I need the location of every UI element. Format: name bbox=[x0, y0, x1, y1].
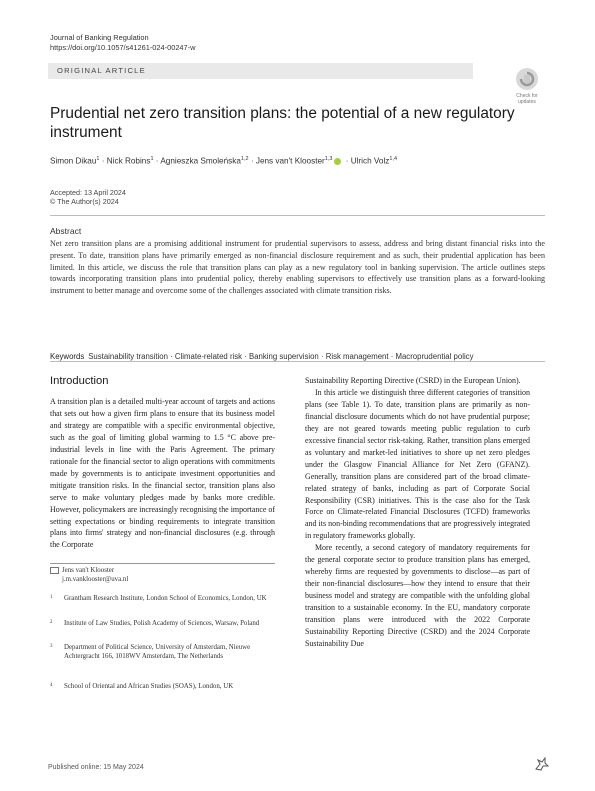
affiliation bbox=[50, 594, 275, 603]
article-type-label: ORIGINAL ARTICLE bbox=[57, 66, 146, 75]
check-for-updates-icon[interactable] bbox=[510, 66, 544, 104]
divider bbox=[50, 361, 545, 362]
footnote-divider bbox=[50, 563, 275, 564]
abstract-heading: Abstract bbox=[50, 226, 82, 236]
copyright: © The Author(s) 2024 bbox=[50, 197, 119, 206]
author-list: Simon Dikau$^1$ · Nick Robins$^1$ · Agnieszka Smoleńska$^{1,2}$ · Jens van't Klooster$^{1,3}$ · Ulrich Volz$^{1,4}$ bbox=[50, 156, 398, 166]
accepted-date: Accepted: 13 April 2024 bbox=[50, 188, 126, 197]
author-name[interactable]: Jens van't Klooster bbox=[255, 156, 325, 166]
affil-text: School of Oriental and African Studies (SOAS), London, UK bbox=[64, 683, 234, 690]
affil-num: 3 bbox=[50, 644, 53, 649]
right-column bbox=[305, 375, 530, 650]
author-affil: 1,3 bbox=[324, 156, 333, 162]
paragraph: A transition plan is a detailed multi-year account of targets and actions that sets out how a given firm plans to ensure that its business model and strategy are compatible with a specific environmental objective, such as the goal of limiting global warming to 1.5 °C above pre-industrial levels in line with the Paris Agreement. The primary rationale for the financial sector to align operations with commitments made by governments is to anticipate investment opportunities and mitigate transition risks. In the financial sector, transition plans also serve to make voluntary pledges made by banks more credible. However, policymakers are increasingly recognising the importance of setting expectations or binding requirements to integrate transition plans into firms' strategy and non-financial disclosures (e.g. through the Corporate bbox=[50, 397, 275, 550]
keywords-text: Sustainability transition · Climate-related risk · Banking supervision · Risk management · Macroprudential policy bbox=[88, 352, 474, 361]
affil-text: Department of Political Science, University of Amsterdam, Nieuwe Achtergracht 166, 1018WV Amsterdam, The Netherlands bbox=[64, 644, 251, 661]
divider bbox=[50, 215, 545, 216]
contact-email[interactable]: j.m.vanklooster@uva.nl bbox=[62, 576, 129, 584]
contact-footnote bbox=[50, 566, 275, 585]
affiliation bbox=[50, 619, 275, 628]
author-name[interactable]: Ulrich Volz bbox=[350, 156, 390, 166]
doi-link[interactable]: https://doi.org/10.1057/s41261-024-00247-w bbox=[50, 43, 196, 52]
author-affil: 1 bbox=[96, 156, 100, 162]
journal-name: Journal of Banking Regulation bbox=[50, 33, 149, 42]
affil-num: 1 bbox=[50, 595, 53, 600]
keywords-label: Keywords bbox=[50, 352, 85, 361]
author-affil: 1,2 bbox=[240, 156, 249, 162]
article-title: Prudential net zero transition plans: the potential of a new regulatory instrument bbox=[50, 105, 515, 141]
affil-text: Institute of Law Studies, Polish Academy of Sciences, Warsaw, Poland bbox=[64, 620, 260, 627]
orcid-icon[interactable] bbox=[334, 158, 341, 165]
paragraph: More recently, a second category of mandatory requirements for the general corporate sector to produce transition plans has emerged, whereby firms are requested by governments to disclose—as part of their non-financial disclosures—how they intend to ensure that their business model and strategy are compatible with the unfolding global transition to a sustainable economy. In the EU, mandatory corporate transition plans were introduced with the 2022 Corporate Sustainability Reporting Directive (CSRD) and the 2024 Corporate Sustainability Due bbox=[305, 543, 530, 648]
author-affil: 1 bbox=[150, 156, 154, 162]
envelope-icon bbox=[50, 567, 59, 574]
affil-num: 4 bbox=[50, 683, 53, 688]
author-name[interactable]: Agnieszka Smoleńska bbox=[160, 156, 241, 166]
author-name[interactable]: Simon Dikau bbox=[50, 156, 97, 166]
author-name[interactable]: Nick Robins bbox=[106, 156, 151, 166]
affiliation bbox=[50, 643, 275, 662]
affil-num: 2 bbox=[50, 620, 53, 625]
paragraph: In this article we distinguish three different categories of transition plans (see Table 1). To date, transition plans are primarily as non-financial disclosure documents which do not have prudential purpose; they are not geared towards meeting public regulation to curb excessive financial sector risk-taking. Rather, transition plans emerged as voluntary and market-led initiatives to shore up net zero pledges under the Glasgow Financial Alliance for Net Zero (GFANZ). Generally, transition plans are considered part of the broad climate-related strategy of banks, including as part of Corporate Social Responsibility (CSR) initiatives. This is the case also for the Task Force on Climate-related Financial Disclosures (TCFD) frameworks and its non-binding recommendations that are progressively integrated in regulatory frameworks globally. bbox=[305, 387, 530, 541]
publication-date: Published online: 15 May 2024 bbox=[48, 764, 144, 771]
abstract-text: Net zero transition plans are a promising additional instrument for prudential supervisors to assess, address and bring distant financial risks into the present. To date, transition plans have primarily emerged as non-financial disclosure requirement and as such, their prudential application has been limited. In this article, we discuss the role that transition plans can play as a new regulatory tool in banking supervision. The article outlines steps towards incorporating transition plans into prudential policy, thereby enabling supervisors to effectively use transition plans as a forward-looking instrument to better manage and overcome some of the challenges associated with climate transition risks. bbox=[50, 239, 545, 296]
check-label-1: Check for bbox=[516, 93, 538, 99]
affil-text: Grantham Research Institute, London School of Economics, London, UK bbox=[64, 595, 267, 602]
article-type-banner bbox=[48, 63, 473, 79]
author-affil: 1,4 bbox=[389, 156, 398, 162]
section-heading: Introduction bbox=[50, 375, 109, 387]
check-label-2: updates bbox=[518, 99, 536, 104]
springer-horse-icon bbox=[533, 755, 551, 773]
left-column bbox=[50, 396, 275, 551]
contact-name: Jens van't Klooster bbox=[62, 567, 115, 574]
affiliation bbox=[50, 682, 275, 691]
paragraph: Sustainability Reporting Directive (CSRD) in the European Union). bbox=[305, 376, 521, 385]
